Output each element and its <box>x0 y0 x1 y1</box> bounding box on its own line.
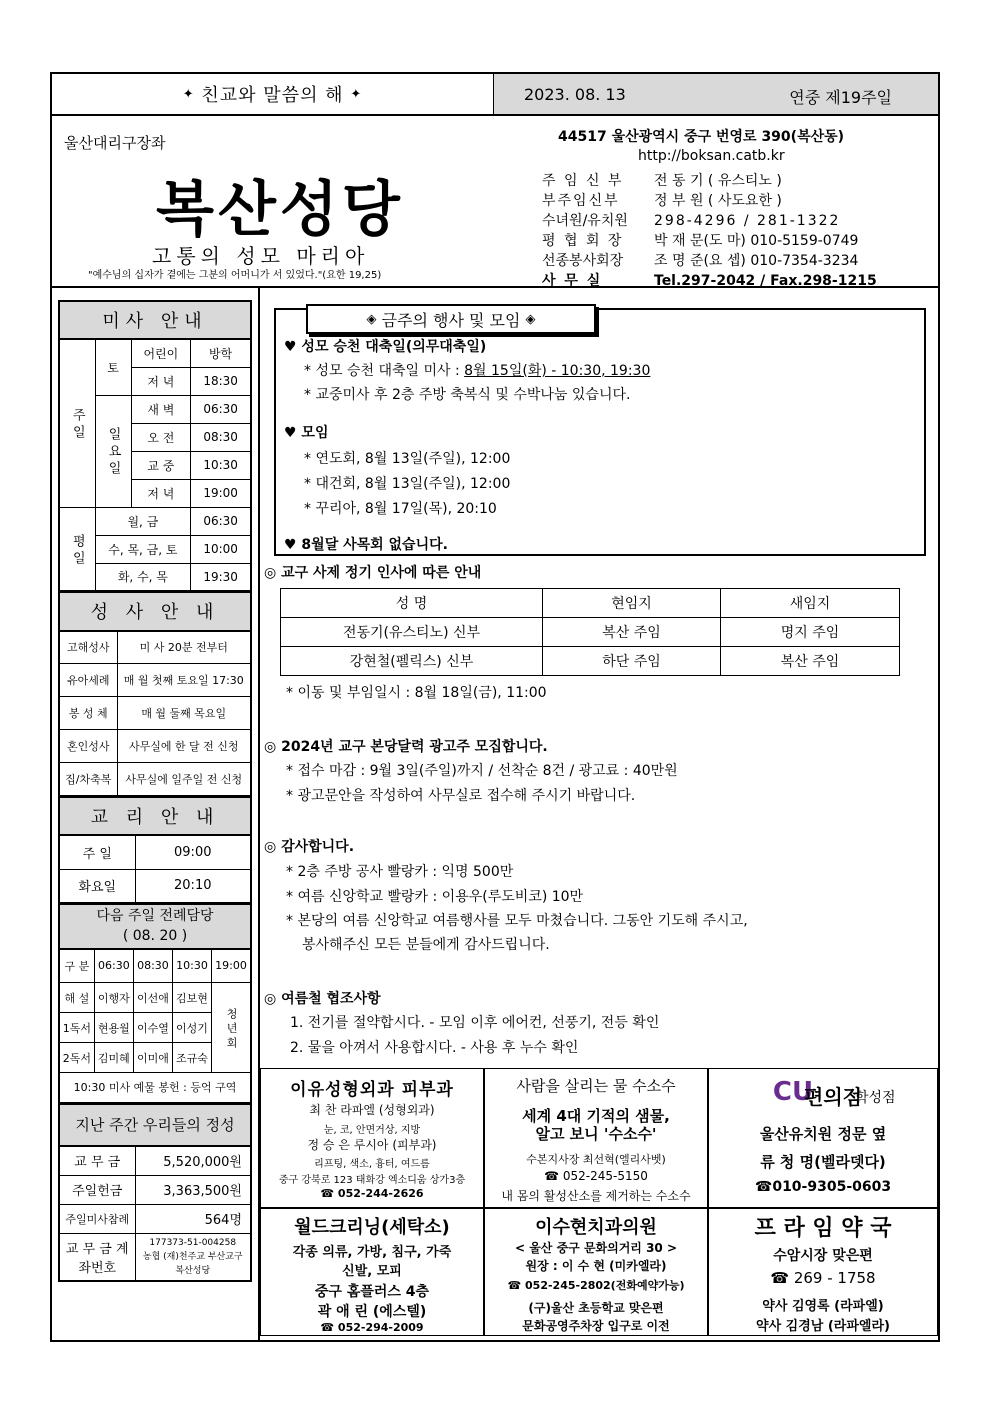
meeting-item: * 대건회, 8월 13일(주일), 12:00 <box>304 476 511 492</box>
youth-group: 청 년 회 <box>212 983 251 1073</box>
text-cell: 조 명 준(요 셉) 010-7354-3234 <box>654 253 859 269</box>
sacrament-title: 성 사 안 내 <box>59 593 251 631</box>
text-cell: 전동기(유스티노) 신부 <box>281 618 543 647</box>
sacrament-table <box>58 592 252 797</box>
assumption-mass <box>304 360 650 380</box>
text-cell: 2독서 <box>59 1043 94 1073</box>
text-cell: 중구 홈플러스 4층 <box>314 1284 430 1300</box>
text-cell: 구 분 <box>59 949 94 983</box>
staff-row <box>542 230 858 250</box>
parish-address: 44517 울산광역시 중구 번영로 390(복산동) <box>558 129 845 145</box>
text-cell: 중구 강북로 123 태화강 엑소디움 상가3층 <box>278 1175 466 1186</box>
text-cell: 월드크리닝(세탁소) <box>294 1217 450 1238</box>
mass-name: 저 녁 <box>131 479 191 507</box>
meeting-item: * 연도회, 8월 13일(주일), 12:00 <box>304 451 511 467</box>
text-cell: (구)울산 초등학교 맞은편 <box>528 1301 664 1315</box>
summer-title: ◎ 여름철 협조사항 <box>264 991 381 1007</box>
parish-quote: "예수님의 십자가 곁에는 그분의 어머니가 서 있었다."(요한 19,25) <box>88 270 382 281</box>
assumption-note: * 교중미사 후 2층 주방 축복식 및 수박나눔 있습니다. <box>304 387 631 403</box>
text-cell: 금주의 행사 및 모임 <box>381 310 521 330</box>
text-cell: 조규숙 <box>172 1043 211 1073</box>
sacrament-info: 매 월 첫째 토요일 17:30 <box>117 664 251 697</box>
ad-convenience-store <box>708 1068 938 1208</box>
mass-name: 화, 수, 목 <box>95 563 191 591</box>
thanks-line: * 2층 주방 공사 빨랑카 : 익명 500만 <box>286 864 514 880</box>
mass-name: 오 전 <box>131 423 191 451</box>
ministry-table <box>58 904 252 1104</box>
assumption-title: ♥ 성모 승천 대축일(의무대축일) <box>284 339 487 355</box>
calendar-line: * 광고문안을 작성하여 사무실로 접수해 주시기 바랍니다. <box>286 788 636 804</box>
mass-name: 어린이 <box>131 339 191 367</box>
ad-plastic-surgery <box>260 1068 484 1208</box>
text-cell: ☎010-9305-0603 <box>754 1179 892 1195</box>
thanks-line: 봉사해주신 모든 분들에게 감사드립니다. <box>302 937 550 953</box>
sacrament-name: 유아세례 <box>59 664 117 697</box>
catechism-time: 09:00 <box>135 835 251 869</box>
text-cell: 부주임신부 <box>542 193 620 209</box>
offering-title: 지난 주간 우리들의 정성 <box>59 1104 251 1146</box>
text-cell: 각종 의류, 가방, 침구, 가죽 <box>292 1245 452 1260</box>
events-title <box>306 304 596 334</box>
text-cell: 298-4296 / 281-1322 <box>654 213 841 229</box>
text-cell: * 성모 승천 대축일 미사 : <box>304 363 465 379</box>
mass-time: 06:30 <box>191 395 251 423</box>
text-cell: 5,520,000원 <box>135 1146 251 1175</box>
text-cell: 사 무 실 <box>542 273 603 289</box>
liturgical-week: 연중 제19주일 <box>789 88 892 107</box>
sacrament-name: 봉 성 체 <box>59 697 117 730</box>
catechism-time: 20:10 <box>135 869 251 903</box>
text-cell: 문화공영주차장 입구로 이전 <box>522 1319 670 1333</box>
mass-title: 미사 안내 <box>59 301 251 339</box>
district-label: 울산대리구장좌 <box>64 134 166 152</box>
summer-line: 1. 전기를 절약합시다. - 모임 이후 에어컨, 선풍기, 전등 확인 <box>290 1015 660 1031</box>
summer-line: 2. 물을 아껴서 사용합시다. - 사용 후 누수 확인 <box>290 1040 579 1056</box>
calendar-title: ◎ 2024년 교구 본당달력 광고주 모집합니다. <box>264 739 548 755</box>
year-theme: 친교와 말씀의 해 <box>201 85 344 106</box>
council-notice: ♥ 8월달 사목회 없습니다. <box>284 537 448 553</box>
text-cell: 곽 애 린 (에스텔) <box>317 1304 427 1320</box>
compass-star-icon: ✦ <box>350 86 363 102</box>
text-cell: 177373-51-004258 <box>149 1237 237 1248</box>
cu-logo-icon: CU <box>772 1077 814 1107</box>
text-cell: 사람을 살리는 물 수소수 <box>516 1077 676 1095</box>
text-cell: 성 명 <box>281 589 543 618</box>
sacrament-info: 사무실에 일주일 전 신청 <box>117 763 251 796</box>
mass-name: 월, 금 <box>95 507 191 535</box>
text-cell: < 울산 중구 문화의거리 30 > <box>514 1241 678 1255</box>
text-cell: 원장 : 이 수 현 (미카엘라) <box>525 1259 667 1273</box>
text-cell: 하단 주임 <box>543 647 721 676</box>
text-cell: 최 찬 라파엘 (성형외과) <box>309 1103 435 1117</box>
text-cell: 복산 주임 <box>721 647 900 676</box>
text-cell: 이성기 <box>172 1013 211 1043</box>
text-cell: 내 몸의 활성산소를 제거하는 수소수 <box>501 1189 691 1203</box>
diamond-icon: ◈ <box>366 311 377 327</box>
text-cell: 다음 주일 전례담당 <box>96 908 214 925</box>
meeting-item: * 꾸리아, 8월 17일(목), 20:10 <box>304 501 497 517</box>
events-box <box>274 308 926 556</box>
text-cell: 이미애 <box>133 1043 172 1073</box>
text-cell: 수녀원/유치원 <box>542 213 628 229</box>
sacrament-info: 미 사 20분 전부터 <box>117 631 251 664</box>
ad-pharmacy <box>708 1208 938 1336</box>
text-cell: ☎ 052-245-5150 <box>544 1169 648 1183</box>
text-cell: 해 설 <box>59 983 94 1013</box>
text-cell: ☎ 052-245-2802(전화예약가능) <box>507 1279 685 1292</box>
text-cell: ☎ 269 - 1758 <box>770 1269 876 1287</box>
compass-star-icon: ✦ <box>182 86 195 102</box>
text-cell: 울산유치원 정문 옆 <box>759 1125 887 1143</box>
mass-schedule-table <box>58 300 252 592</box>
mass-time: 08:30 <box>191 423 251 451</box>
text-cell: 류 청 명(벨라뎃다) <box>760 1153 886 1171</box>
sacrament-name: 집/차축복 <box>59 763 117 796</box>
left-column <box>58 300 252 1282</box>
sacrament-info: 사무실에 한 달 전 신청 <box>117 730 251 763</box>
staff-row <box>542 170 782 190</box>
offering-table <box>58 1104 252 1283</box>
priest-section-title: ◎ 교구 사제 정기 인사에 따른 안내 <box>264 565 482 581</box>
calendar-line: * 접수 마감 : 9월 3일(주일)까지 / 선착순 8건 / 광고료 : 40만원 <box>286 763 678 779</box>
mass-time: 방학 <box>191 339 251 367</box>
text-cell: 이수현치과의원 <box>535 1217 657 1238</box>
account-label: 교 무 금 계좌번호 <box>59 1233 135 1281</box>
text-cell: 이수열 <box>133 1013 172 1043</box>
catechism-table <box>58 797 252 905</box>
header-divider <box>52 286 938 288</box>
sunday-label: 주 일 <box>59 339 95 507</box>
mass-time: 19:00 <box>191 479 251 507</box>
mass-name: 교 중 <box>131 451 191 479</box>
text-cell: 교 무 금 <box>59 1146 135 1175</box>
text-cell: 명지 주임 <box>721 618 900 647</box>
parish-name: 복산성당 <box>156 175 404 245</box>
text-cell: 3,363,500원 <box>135 1175 251 1204</box>
mass-time: 19:30 <box>191 563 251 591</box>
priest-note: * 이동 및 부임일시 : 8월 18일(금), 11:00 <box>286 685 547 701</box>
account-info <box>135 1233 251 1281</box>
mass-name: 수, 목, 금, 토 <box>95 535 191 563</box>
catechism-day: 주 일 <box>59 835 135 869</box>
mass-name: 새 벽 <box>131 395 191 423</box>
text-cell: 주일미사참례 <box>59 1204 135 1233</box>
text-cell: 정 부 원 ( 사도요한 ) <box>654 193 782 209</box>
saturday-label: 토 <box>95 339 131 395</box>
text-cell: 564명 <box>135 1204 251 1233</box>
text-cell: 눈, 코, 안면거상, 지방 <box>323 1125 421 1136</box>
thanks-line: * 여름 신앙학교 빨랑카 : 이용우(루도비코) 10만 <box>286 889 584 905</box>
sacrament-name: 혼인성사 <box>59 730 117 763</box>
mass-time: 10:00 <box>191 535 251 563</box>
thanks-line: * 본당의 여름 신앙학교 여름행사를 모두 마쳤습니다. 그동안 기도해 주시고, <box>286 913 748 929</box>
text-cell: 08:30 <box>133 949 172 983</box>
priest-table <box>280 588 900 676</box>
ad-dental-clinic <box>484 1208 708 1336</box>
text-cell: 10:30 <box>172 949 211 983</box>
meeting-title: ♥ 모임 <box>284 425 329 441</box>
sacrament-info: 매 월 둘째 목요일 <box>117 697 251 730</box>
text-cell: 박 재 문(도 마) 010-5159-0749 <box>654 233 859 249</box>
text-cell: 리프팅, 색소, 흉터, 여드름 <box>314 1159 430 1170</box>
mass-time: 06:30 <box>191 507 251 535</box>
text-cell: 1독서 <box>59 1013 94 1043</box>
mass-time: 10:30 <box>191 451 251 479</box>
year-theme-banner <box>52 74 494 116</box>
sacrament-name: 고해성사 <box>59 631 117 664</box>
text-cell: 알고 보니 '수소수' <box>535 1125 657 1143</box>
text-cell: Tel.297-2042 / Fax.298-1215 <box>654 273 877 289</box>
text-cell: 8월 15일(화) - 10:30, 19:30 <box>464 363 651 379</box>
text-cell: 복산 주임 <box>543 618 721 647</box>
date-banner <box>494 74 938 116</box>
staff-row <box>542 190 782 210</box>
text-cell: ( 08. 20 ) <box>122 928 188 945</box>
text-cell: 19:00 <box>212 949 251 983</box>
catechism-title: 교 리 안 내 <box>59 797 251 835</box>
text-cell: 신발, 모피 <box>342 1264 402 1279</box>
mass-name: 저 녁 <box>131 367 191 395</box>
text-cell: 농협 (재)천주교 부산교구 <box>142 1251 243 1262</box>
text-cell: 학성점 <box>855 1090 896 1106</box>
text-cell: 수암시장 맞은편 <box>773 1248 873 1264</box>
thanks-title: ◎ 감사합니다. <box>264 839 355 855</box>
text-cell: 이유성형외과 피부과 <box>290 1080 454 1100</box>
text-cell: 현용월 <box>94 1013 133 1043</box>
text-cell: 주 임 신 부 <box>542 173 624 189</box>
staff-row <box>542 210 840 230</box>
text-cell: 김보현 <box>172 983 211 1013</box>
ministry-note: 10:30 미사 예물 봉헌 : 등억 구역 <box>59 1073 251 1103</box>
parish-patron: 고통의 성모 마리아 <box>152 244 370 268</box>
text-cell: 이행자 <box>94 983 133 1013</box>
text-cell: 선종봉사회장 <box>542 253 624 269</box>
sunday-day-label: 일 요 일 <box>95 395 131 507</box>
text-cell: 정 승 은 루시아 (피부과) <box>307 1138 437 1152</box>
text-cell: 약사 김영록 (라파엘) <box>762 1299 884 1314</box>
weekday-label: 평 일 <box>59 507 95 591</box>
text-cell: ☎ 052-294-2009 <box>320 1321 424 1334</box>
text-cell: 전 동 기 ( 유스티노 ) <box>654 173 782 189</box>
staff-row <box>542 250 858 270</box>
text-cell: 현임지 <box>543 589 721 618</box>
text-cell: 편의점 <box>804 1085 862 1109</box>
text-cell: 06:30 <box>94 949 133 983</box>
text-cell: 약사 김경남 (라파엘라) <box>756 1319 890 1334</box>
bulletin-frame <box>50 72 940 1342</box>
parish-url[interactable]: http://boksan.catb.kr <box>638 148 785 164</box>
text-cell: 세계 4대 기적의 샘물, <box>522 1107 670 1125</box>
text-cell: ☎ 052-244-2626 <box>320 1187 424 1200</box>
bulletin-date: 2023. 08. 13 <box>524 85 626 104</box>
text-cell: 평 협 회 장 <box>542 233 624 249</box>
text-cell: 프 라 임 약 국 <box>754 1216 892 1241</box>
text-cell: 김미혜 <box>94 1043 133 1073</box>
ad-laundry <box>260 1208 484 1336</box>
catechism-day: 화요일 <box>59 869 135 903</box>
ministry-title <box>59 905 251 949</box>
text-cell: 주일헌금 <box>59 1175 135 1204</box>
text-cell: 수본지사장 최선혁(엘리사벳) <box>526 1153 666 1166</box>
text-cell: 이선애 <box>133 983 172 1013</box>
mass-time: 18:30 <box>191 367 251 395</box>
text-cell: 강현철(펠릭스) 신부 <box>281 647 543 676</box>
text-cell: 새임지 <box>721 589 900 618</box>
text-cell: 복산성당 <box>175 1265 211 1276</box>
diamond-icon: ◈ <box>525 311 536 327</box>
